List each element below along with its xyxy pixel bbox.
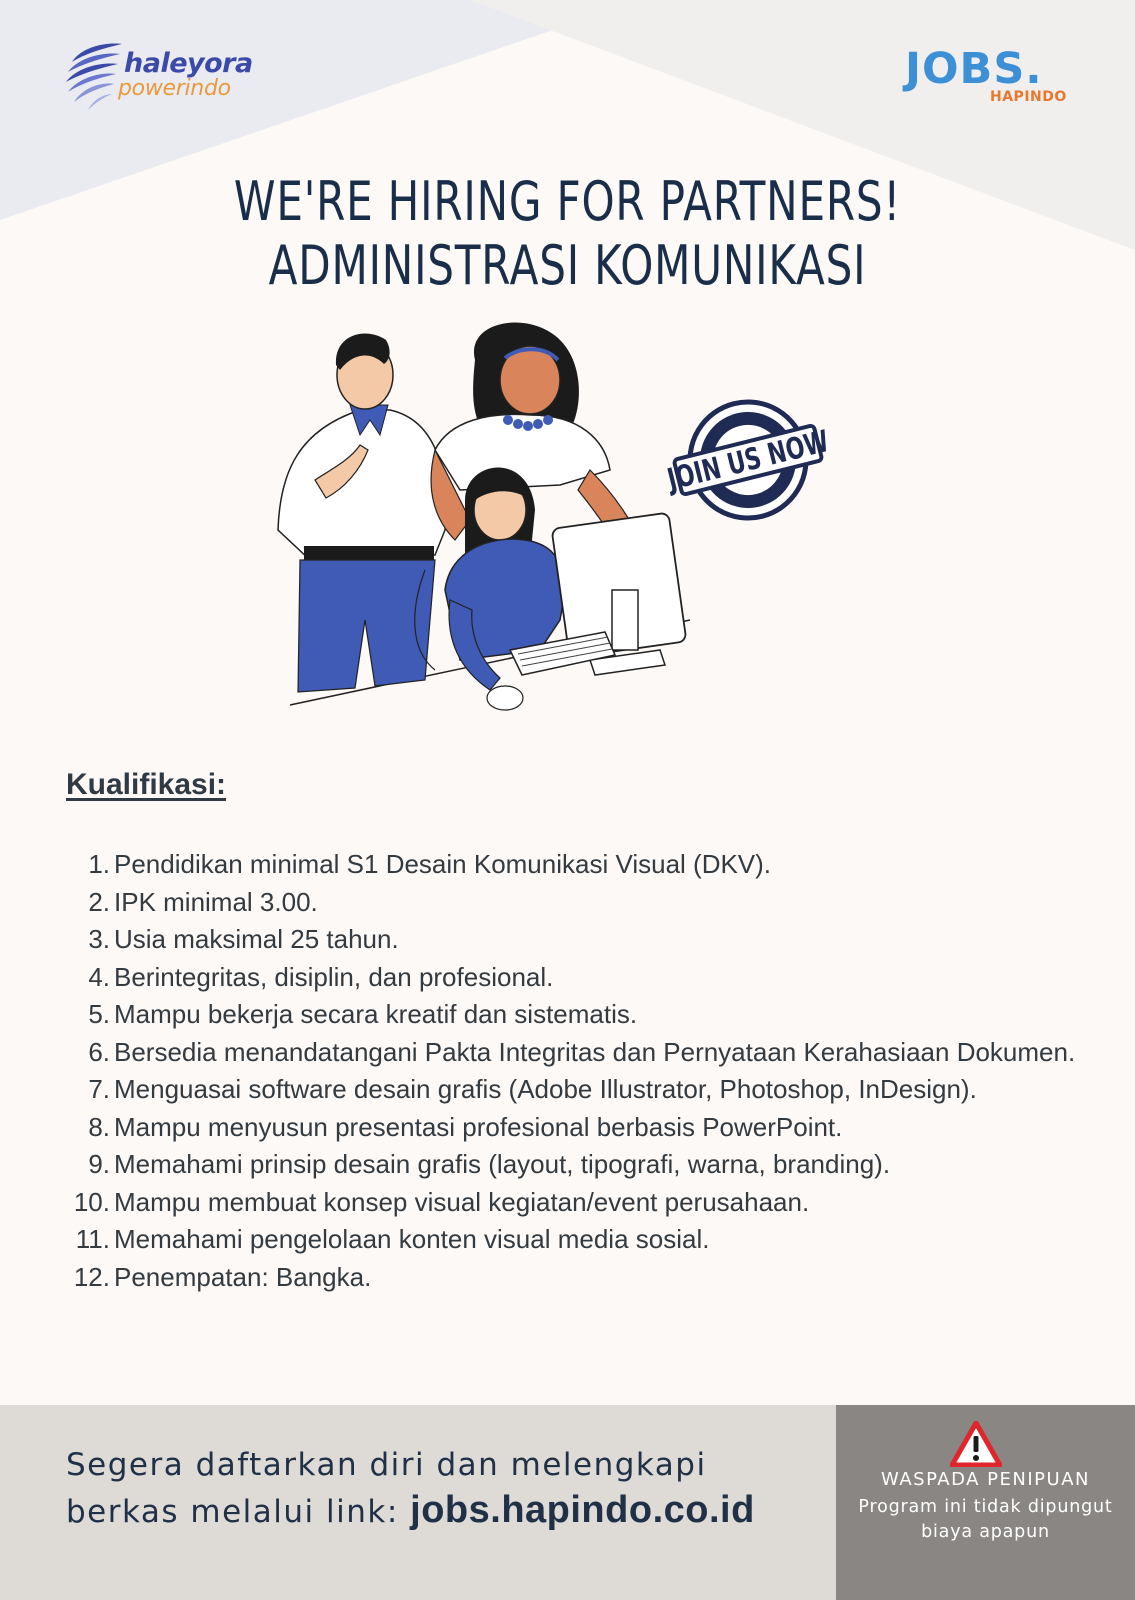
registration-link[interactable]: jobs.hapindo.co.id	[410, 1489, 755, 1531]
logo-text-powerindo: powerindo	[118, 76, 231, 101]
list-item-text: Memahami pengelolaan konten visual media sosial.	[114, 1224, 710, 1254]
list-item-number: 11.	[75, 1224, 110, 1254]
fraud-warning-panel	[836, 1405, 1135, 1600]
list-item-text: Bersedia menandatangani Pakta Integritas dan Pernyataan Kerahasiaan Dokumen.	[114, 1036, 1076, 1067]
list-item-number: 5.	[88, 999, 110, 1029]
list-item	[66, 1146, 1078, 1184]
logo-text-haleyora: haleyora	[124, 48, 253, 79]
list-item-number: 8.	[88, 1111, 110, 1142]
list-item	[66, 1034, 1078, 1072]
warning-triangle-icon	[950, 1421, 1002, 1467]
list-item-number: 6.	[88, 1036, 110, 1067]
team-illustration	[260, 320, 860, 740]
list-item	[66, 1259, 1078, 1297]
list-item-number: 12.	[73, 1261, 110, 1292]
cta-line-1: Segera daftarkan diri dan melengkapi	[66, 1447, 707, 1483]
list-item-number: 7.	[88, 1074, 110, 1104]
logo-text-jobs: JOBS.	[905, 44, 1043, 94]
list-item-number: 1.	[88, 849, 110, 879]
logo-text-hapindo: HAPINDO	[990, 89, 1067, 105]
list-item-number: 3.	[88, 924, 110, 954]
list-item	[66, 884, 1078, 922]
list-item-text: Menguasai software desain grafis (Adobe Illustrator, Photoshop, InDesign).	[114, 1074, 977, 1104]
qualifications-list	[66, 846, 1078, 1296]
list-item-text: IPK minimal 3.00.	[114, 886, 318, 917]
footer-cta-text	[66, 1443, 755, 1535]
warning-text: Program ini tidak dipungut biaya apapun	[858, 1497, 1113, 1542]
list-item-number: 9.	[88, 1149, 110, 1179]
stamp-label: JOIN US NOW	[664, 424, 833, 498]
headline-line-2: ADMINISTRASI KOMUNIKASI	[268, 234, 867, 297]
cta-line-2: berkas melalui link:	[66, 1494, 411, 1530]
list-item-text: Mampu bekerja secara kreatif dan sistematis.	[114, 999, 638, 1029]
list-item	[66, 921, 1078, 959]
list-item-text: Berintegritas, disiplin, dan profesional.	[114, 961, 554, 992]
list-item	[66, 1109, 1078, 1147]
footer-cta-panel	[0, 1405, 836, 1600]
list-item	[66, 846, 1078, 884]
list-item-text: Memahami prinsip desain grafis (layout, tipografi, warna, branding).	[114, 1149, 891, 1179]
list-item-text: Usia maksimal 25 tahun.	[114, 924, 399, 954]
list-item	[66, 1184, 1078, 1222]
list-item-text: Mampu membuat konsep visual kegiatan/event perusahaan.	[114, 1186, 810, 1217]
list-item-number: 4.	[88, 961, 110, 992]
list-item-number: 2.	[88, 886, 110, 917]
list-item-text: Penempatan: Bangka.	[114, 1261, 372, 1292]
join-us-now-stamp	[652, 384, 841, 537]
warning-title: WASPADA PENIPUAN	[881, 1469, 1090, 1490]
list-item-text: Pendidikan minimal S1 Desain Komunikasi Visual (DKV).	[114, 849, 772, 879]
list-item-text: Mampu menyusun presentasi profesional berbasis PowerPoint.	[114, 1111, 843, 1142]
qualifications-title: Kualifikasi:	[66, 768, 227, 801]
list-item-number: 10.	[73, 1186, 110, 1217]
page-title	[125, 170, 1010, 298]
list-item	[66, 1071, 1078, 1109]
swirl-logo-icon	[62, 40, 124, 112]
list-item	[66, 1221, 1078, 1259]
list-item	[66, 959, 1078, 997]
man-figure-icon	[278, 334, 446, 692]
headline-line-1: WE'RE HIRING FOR PARTNERS!	[233, 170, 902, 233]
jobs-hapindo-logo	[905, 44, 1065, 114]
haleyora-powerindo-logo	[62, 40, 252, 112]
list-item	[66, 996, 1078, 1034]
